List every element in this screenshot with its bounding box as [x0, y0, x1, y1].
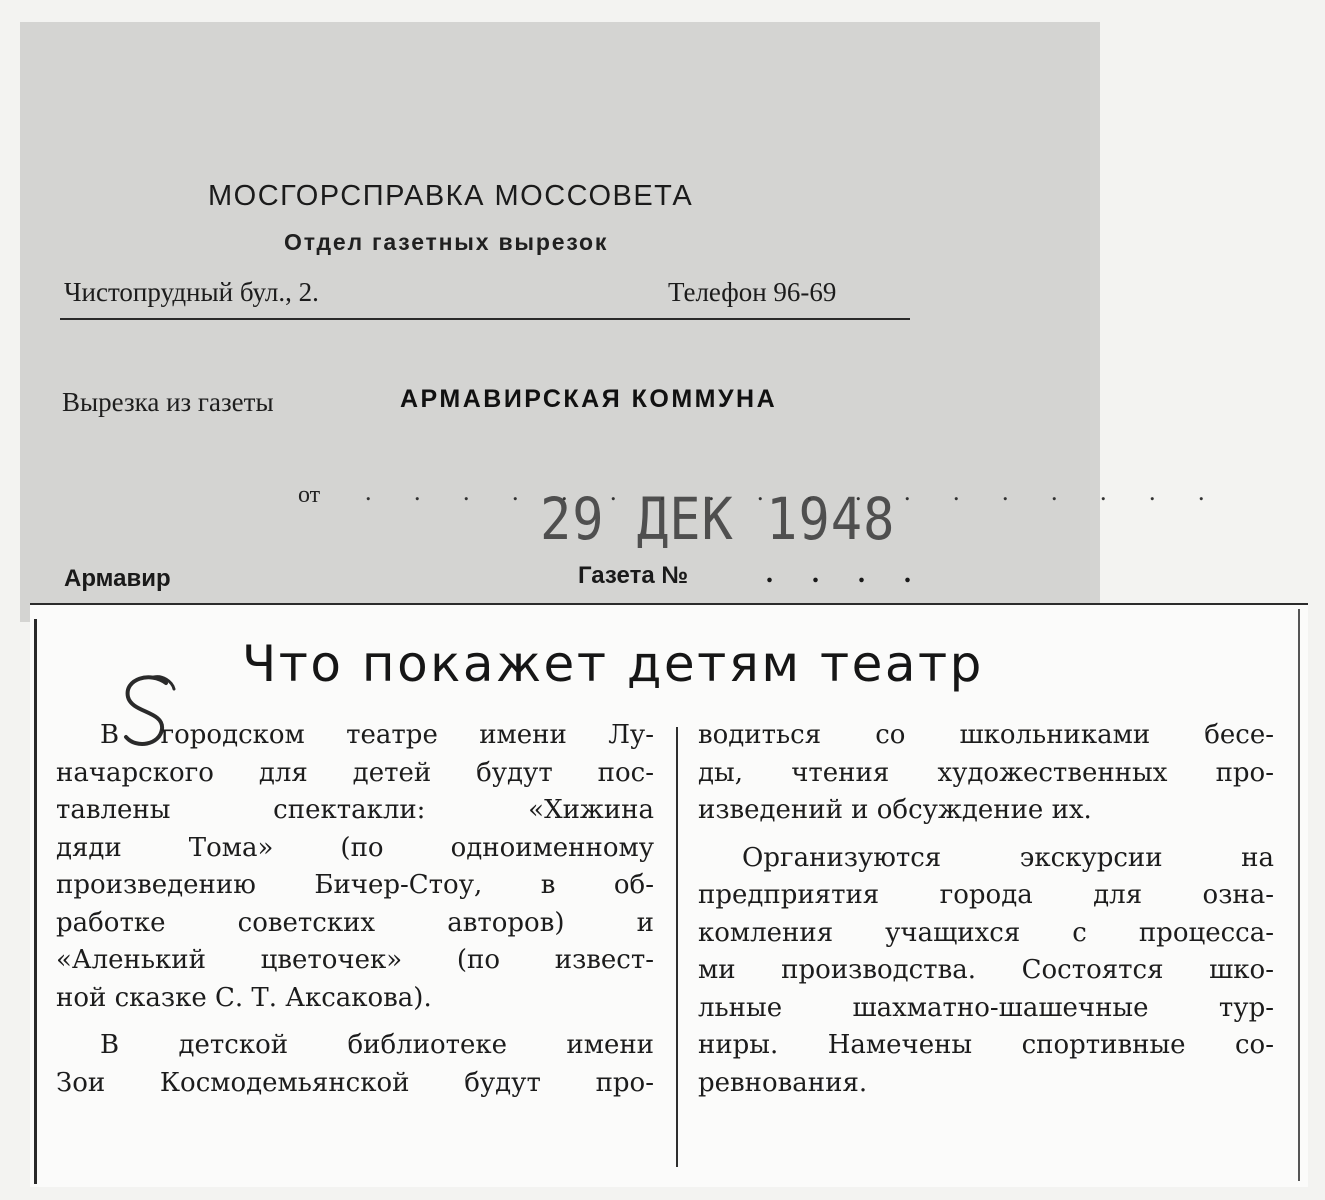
article-line: работке советских авторов) и	[56, 907, 654, 938]
article-line: «Аленький цветочек» (по извест-	[56, 945, 654, 975]
article-line: произведению Бичер-Стоу, в об-	[56, 870, 654, 900]
article-column-left	[56, 717, 654, 1102]
article-line: ревнования.	[698, 1067, 868, 1098]
article-line: ми производства. Состоятся шко-	[698, 955, 1274, 985]
clipping-left-border	[34, 619, 37, 1184]
article-line: начарского для детей будут пос-	[56, 757, 654, 788]
article-line: Зои Космодемьянской будут про-	[56, 1067, 654, 1098]
article-line: В городском театре имени Лу-	[100, 720, 654, 750]
newspaper-clipping	[30, 603, 1308, 1187]
agency-name: МОСГОРСПРАВКА МОССОВЕТА	[208, 180, 694, 212]
newspaper-name: АРМАВИРСКАЯ КОММУНА	[400, 385, 778, 413]
article-column-right	[698, 717, 1274, 1102]
article-headline: Что покажет детям театр	[242, 635, 984, 693]
article-line: льные шахматно-шашечные тур-	[698, 992, 1274, 1023]
column-divider	[676, 727, 678, 1167]
article-line: В детской библиотеке имени	[100, 1030, 654, 1060]
article-line: тавлены спектакли: «Хижина	[56, 795, 654, 825]
date-dotted-line: . . . . . . . . . . . . . . . . . .	[365, 477, 1223, 506]
article-line: изведений и обсуждение их.	[698, 795, 1092, 825]
date-stamp: 29 ДЕК 1948	[540, 486, 896, 554]
clipping-service-slip	[20, 22, 1223, 622]
slip-divider	[60, 318, 910, 320]
issue-label: Газета №	[578, 562, 689, 589]
date-label: от	[298, 482, 321, 508]
department-name: Отдел газетных вырезок	[284, 229, 609, 255]
article-line: ниры. Намечены спортивные со-	[698, 1030, 1274, 1060]
city-name: Армавир	[64, 565, 171, 592]
issue-dotted-line: . . . .	[766, 558, 927, 589]
article-line: предприятия города для озна-	[698, 880, 1274, 910]
article-line: ной сказке С. Т. Аксакова).	[56, 982, 432, 1013]
article-line: ды, чтения художественных про-	[698, 757, 1274, 788]
clipping-right-edge	[1298, 609, 1300, 1181]
article-line: дяди Тома» (по одноименному	[56, 832, 654, 863]
article-line: комления учащихся с процесса-	[698, 917, 1274, 948]
source-label: Вырезка из газеты	[62, 387, 274, 417]
agency-phone: Телефон 96-69	[668, 277, 837, 307]
article-line: Организуются экскурсии на	[742, 842, 1274, 873]
agency-address: Чистопрудный бул., 2.	[64, 277, 319, 307]
article-line: водиться со школьниками бесе-	[698, 720, 1274, 750]
